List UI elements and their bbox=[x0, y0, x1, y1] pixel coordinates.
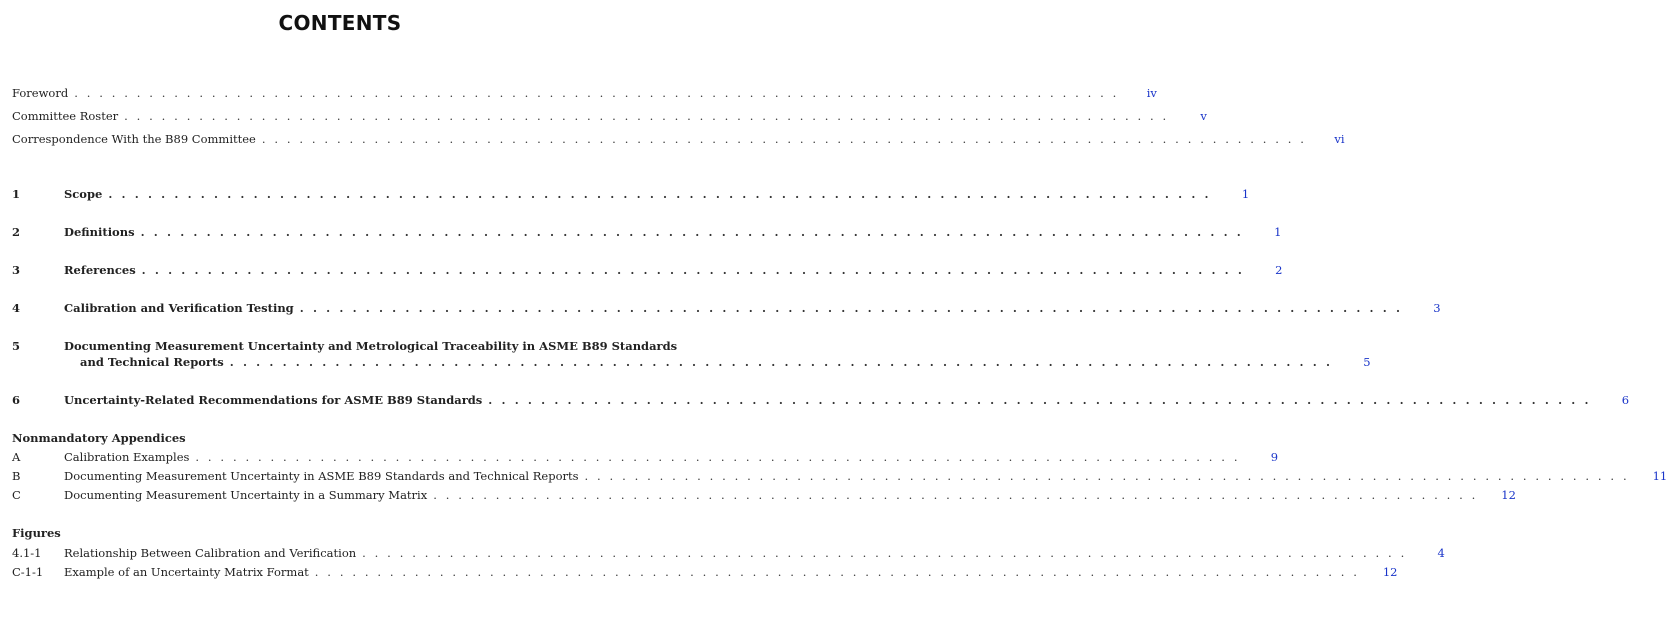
toc-leader-dots: . . . . . . . . . . . . . . . . . . . . . . . . . . . . . . . . . . . . . . . . . . . . . . . . . . . . . . . . . . . . . . . . . . . . . . . . . . . . . . . . . . . . bbox=[74, 86, 1119, 100]
toc-leader-dots: . . . . . . . . . . . . . . . . . . . . . . . . . . . . . . . . . . . . . . . . . . . . . . . . . . . . . . . . . . . . . . . . . . . . . . . . . . . . . . . . . . . . bbox=[140, 225, 1244, 239]
toc-page-link[interactable]: 12 bbox=[1501, 488, 1516, 502]
page-title: CONTENTS bbox=[278, 11, 402, 35]
toc-page-link[interactable]: 4 bbox=[1437, 546, 1445, 560]
toc-entry-foreword[interactable] bbox=[12, 85, 1157, 101]
toc-leader-dots: . . . . . . . . . . . . . . . . . . . . . . . . . . . . . . . . . . . . . . . . . . . . . . . . . . . . . . . . . . . . . . . . . . . . . . . . . . . . . . . . . . . . bbox=[488, 393, 1592, 407]
toc-label: Documenting Measurement Uncertainty in a Summary Matrix bbox=[64, 488, 428, 502]
toc-page-link[interactable]: 11 bbox=[1652, 469, 1667, 483]
toc-entry-section-3[interactable] bbox=[12, 262, 1283, 278]
toc-label: Correspondence With the B89 Committee bbox=[12, 132, 256, 146]
toc-page-link[interactable]: 3 bbox=[1433, 301, 1441, 315]
toc-label: Calibration Examples bbox=[64, 450, 190, 464]
toc-leader-dots: . . . . . . . . . . . . . . . . . . . . . . . . . . . . . . . . . . . . . . . . . . . . . . . . . . . . . . . . . . . . . . . . . . . . . . . . . . . . . . . . . . . . bbox=[261, 132, 1307, 146]
toc-leader-dots: . . . . . . . . . . . . . . . . . . . . . . . . . . . . . . . . . . . . . . . . . . . . . . . . . . . . . . . . . . . . . . . . . . . . . . . . . . . . . . . . . . . . bbox=[433, 488, 1478, 502]
toc-label-section-5-line1[interactable]: Documenting Measurement Uncertainty and Metrological Traceability in ASME B89 Standards bbox=[64, 339, 678, 353]
toc-page-link[interactable]: iv bbox=[1146, 86, 1157, 100]
toc-entry-appendix-b[interactable] bbox=[12, 468, 1667, 484]
toc-leader-dots: . . . . . . . . . . . . . . . . . . . . . . . . . . . . . . . . . . . . . . . . . . . . . . . . . . . . . . . . . . . . . . . . . . . . . . . . . . . . . . . . . . . . bbox=[584, 469, 1630, 483]
toc-label: Relationship Between Calibration and Verification bbox=[64, 546, 357, 560]
toc-leader-dots: . . . . . . . . . . . . . . . . . . . . . . . . . . . . . . . . . . . . . . . . . . . . . . . . . . . . . . . . . . . . . . . . . . . . . . . . . . . . . . . . . . . . bbox=[195, 450, 1241, 464]
toc-page-link[interactable]: vi bbox=[1334, 132, 1345, 146]
toc-label: Foreword bbox=[12, 86, 69, 100]
toc-number: 2 bbox=[12, 225, 21, 239]
toc-leader-dots: . . . . . . . . . . . . . . . . . . . . . . . . . . . . . . . . . . . . . . . . . . . . . . . . . . . . . . . . . . . . . . . . . . . . . . . . . . . . . . . . . . . . bbox=[314, 565, 1360, 579]
toc-leader-dots: . . . . . . . . . . . . . . . . . . . . . . . . . . . . . . . . . . . . . . . . . . . . . . . . . . . . . . . . . . . . . . . . . . . . . . . . . . . . . . . . . . . . bbox=[299, 301, 1403, 315]
toc-label: Definitions bbox=[64, 225, 135, 239]
toc-entry-section-6[interactable] bbox=[12, 392, 1630, 408]
toc-label: Calibration and Verification Testing bbox=[64, 301, 294, 315]
toc-label: Committee Roster bbox=[12, 109, 119, 123]
toc-entry-section-5[interactable] bbox=[80, 354, 1371, 370]
toc-entry-correspondence[interactable] bbox=[12, 131, 1345, 147]
toc-number: C bbox=[12, 488, 21, 502]
toc-page-link[interactable]: 1 bbox=[1274, 225, 1282, 239]
toc-page-link[interactable]: 9 bbox=[1270, 450, 1279, 464]
toc-page-link[interactable]: 1 bbox=[1241, 187, 1250, 201]
toc-label: Documenting Measurement Uncertainty in ASME B89 Standards and Technical Reports bbox=[64, 469, 579, 483]
toc-entry-section-2[interactable] bbox=[12, 224, 1282, 240]
toc-label: Example of an Uncertainty Matrix Format bbox=[64, 565, 309, 579]
toc-label: Uncertainty-Related Recommendations for ASME B89 Standards bbox=[64, 393, 483, 407]
toc-entry-appendix-a[interactable] bbox=[12, 449, 1279, 465]
toc-page-link[interactable]: 5 bbox=[1363, 355, 1371, 369]
toc-label: References bbox=[64, 263, 136, 277]
toc-number: 1 bbox=[12, 187, 21, 201]
toc-label: and Technical Reports bbox=[80, 355, 224, 369]
figures-heading: Figures bbox=[12, 526, 61, 540]
toc-page-link[interactable]: 2 bbox=[1275, 263, 1283, 277]
toc-leader-dots: . . . . . . . . . . . . . . . . . . . . . . . . . . . . . . . . . . . . . . . . . . . . . . . . . . . . . . . . . . . . . . . . . . . . . . . . . . . . . . . . . . . . bbox=[124, 109, 1169, 123]
toc-entry-figure-c-1-1[interactable] bbox=[12, 564, 1398, 580]
toc-page-link[interactable]: 12 bbox=[1382, 565, 1398, 579]
toc-number: 4.1-1 bbox=[12, 546, 42, 560]
toc-page-link[interactable]: 6 bbox=[1621, 393, 1630, 407]
toc-label: Scope bbox=[64, 187, 103, 201]
toc-leader-dots: . . . . . . . . . . . . . . . . . . . . . . . . . . . . . . . . . . . . . . . . . . . . . . . . . . . . . . . . . . . . . . . . . . . . . . . . . . . . . . . . . . . . bbox=[229, 355, 1333, 369]
toc-number: B bbox=[12, 469, 21, 483]
toc-leader-dots: . . . . . . . . . . . . . . . . . . . . . . . . . . . . . . . . . . . . . . . . . . . . . . . . . . . . . . . . . . . . . . . . . . . . . . . . . . . . . . . . . . . . bbox=[108, 187, 1212, 201]
toc-number: C-1-1 bbox=[12, 565, 44, 579]
toc-entry-section-4[interactable] bbox=[12, 300, 1441, 316]
toc-page-link[interactable]: v bbox=[1200, 109, 1207, 123]
toc-entry-appendix-c[interactable] bbox=[12, 487, 1516, 503]
toc-number: A bbox=[12, 450, 21, 464]
appendices-heading: Nonmandatory Appendices bbox=[12, 431, 186, 445]
toc-number: 4 bbox=[12, 301, 21, 315]
toc-leader-dots: . . . . . . . . . . . . . . . . . . . . . . . . . . . . . . . . . . . . . . . . . . . . . . . . . . . . . . . . . . . . . . . . . . . . . . . . . . . . . . . . . . . . bbox=[362, 546, 1407, 560]
toc-number-section-5: 5 bbox=[12, 339, 21, 353]
toc-leader-dots: . . . . . . . . . . . . . . . . . . . . . . . . . . . . . . . . . . . . . . . . . . . . . . . . . . . . . . . . . . . . . . . . . . . . . . . . . . . . . . . . . . . . bbox=[141, 263, 1245, 277]
toc-number: 3 bbox=[12, 263, 21, 277]
toc-entry-figure-4-1-1[interactable] bbox=[12, 545, 1445, 561]
toc-number: 6 bbox=[12, 393, 21, 407]
toc-entry-committee-roster[interactable] bbox=[12, 108, 1207, 124]
toc-entry-section-1[interactable] bbox=[12, 186, 1250, 202]
